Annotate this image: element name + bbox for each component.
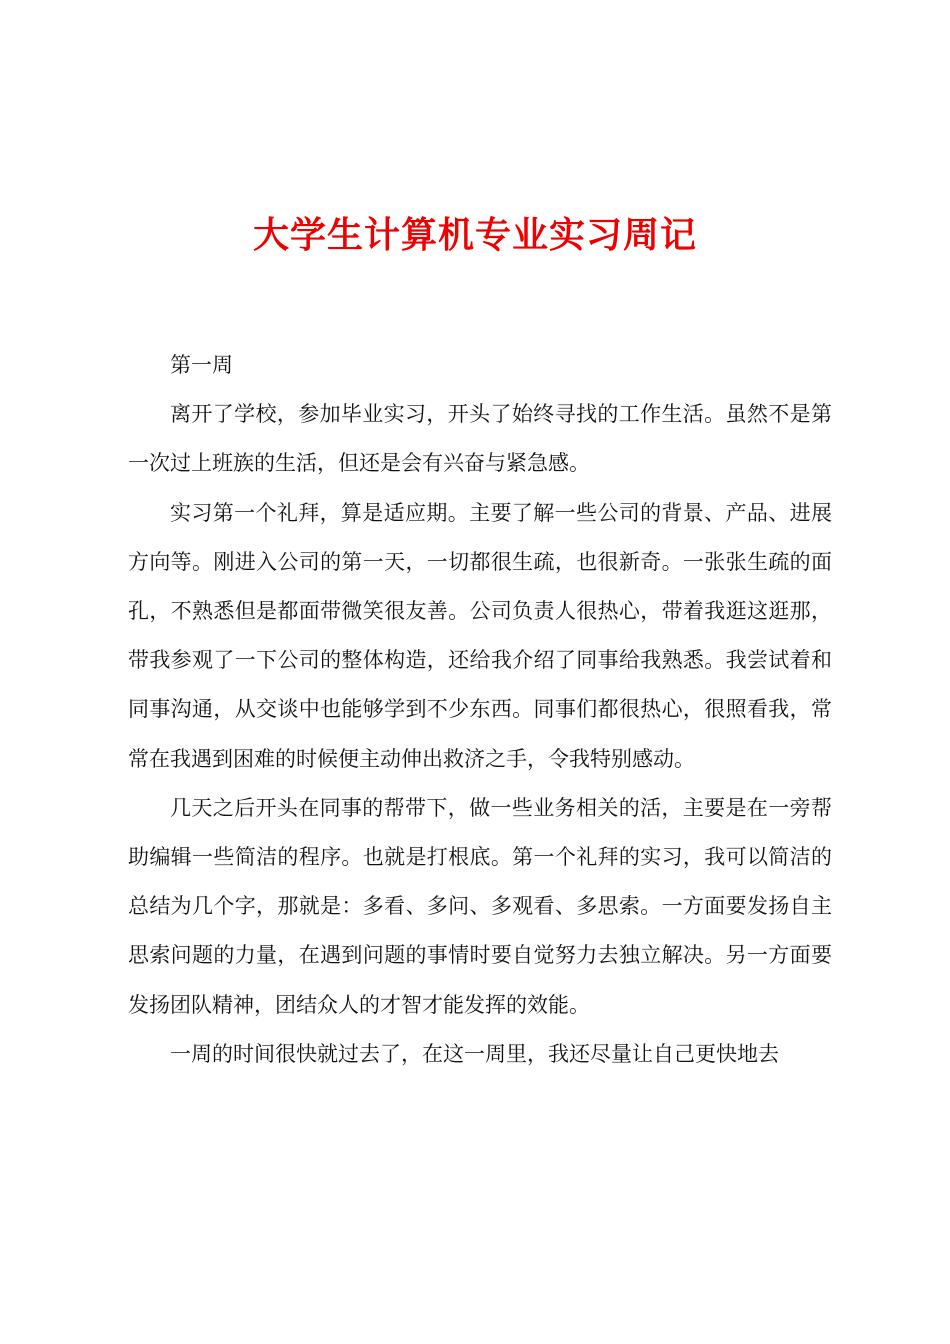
paragraph: 几天之后开头在同事的帮带下，做一些业务相关的活，主要是在一旁帮助编辑一些简洁的程序。也就是打根底。第一个礼拜的实习，我可以简洁的总结为几个字，那就是：多看、多问、多观看、多思索。一方面要发扬自主思索问题的力量，在遇到问题的事情时要自觉努力去独立解决。另一方面要发扬团队精神，团结众人的才智才能发挥的效能。 bbox=[128, 795, 832, 1017]
paragraph: 一周的时间很快就过去了，在这一周里，我还尽量让自己更快地去 bbox=[170, 1041, 779, 1066]
paragraph: 离开了学校，参加毕业实习，开头了始终寻找的工作生活。虽然不是第一次过上班族的生活，但还是会有兴奋与紧急感。 bbox=[128, 402, 832, 476]
paragraph: 实习第一个礼拜，算是适应期。主要了解一些公司的背景、产品、进展方向等。刚进入公司的第一天，一切都很生疏，也很新奇。一张张生疏的面孔，不熟悉但是都面带微笑很友善。公司负责人很热心，带着我逛这逛那，带我参观了一下公司的整体构造，还给我介绍了同事给我熟悉。我尝试着和同事沟通，从交谈中也能够学到不少东西。同事们都很热心，很照看我，常常在我遇到困难的时候便主动伸出救济之手，令我特别感动。 bbox=[128, 500, 832, 771]
document-title: 大学生计算机专业实习周记 bbox=[252, 215, 697, 256]
document-body bbox=[128, 341, 832, 1079]
paragraph-week-heading: 第一周 bbox=[170, 353, 233, 377]
